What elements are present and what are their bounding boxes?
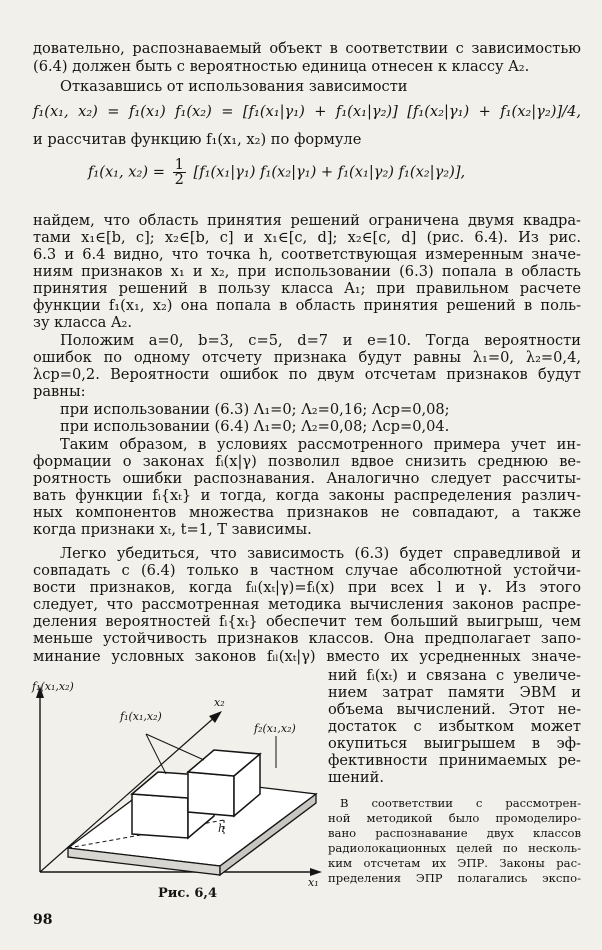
equation-line: при использовании (6.4) Λ₁=0; Λ₂=0,08; Λср=0,04. bbox=[60, 418, 450, 435]
text-line: окупиться выигрышем в эф- bbox=[328, 735, 581, 752]
leader-f1-b bbox=[146, 734, 204, 760]
f1-label: f₁(x₁,x₂) bbox=[120, 710, 162, 723]
formula-1: f₁(x₁, x₂) = f₁(x₁) f₁(x₂) = [f₁(x₁|γ₁) + f₁(x₁|γ₂)] [f₁(x₂|γ₁) + f₁(x₂|γ₂)]/4, bbox=[33, 103, 581, 120]
text-line: нием затрат памяти ЭВМ и bbox=[328, 684, 581, 701]
small-text-line: пределения ЭПР полагались экспо- bbox=[328, 871, 581, 885]
small-text-line: радиолокационных целей по несколь- bbox=[328, 841, 581, 855]
text-line: ных компонентов множества признаков не совпадают, а также bbox=[33, 504, 581, 521]
small-text-line: ной методикой было промоделиро- bbox=[328, 811, 581, 825]
text-line: равны: bbox=[33, 383, 86, 400]
box-right-front bbox=[188, 772, 234, 816]
text-line: ний fᵢ(xₜ) и связана с увеличе- bbox=[328, 667, 581, 684]
text-line: ошибок по одному отсчету признака будут равны λ₁=0, λ₂=0,4, bbox=[33, 349, 581, 366]
formula-2-lhs: f₁(x₁, x₂) = bbox=[88, 163, 165, 181]
text-line: шений. bbox=[328, 769, 385, 786]
box-left-front bbox=[132, 794, 188, 838]
text-line: достаток с избытком может bbox=[328, 718, 581, 735]
text-line: Легко убедиться, что зависимость (6.3) будет справедливой и bbox=[60, 545, 581, 562]
text-line: Положим a=0, b=3, c=5, d=7 и e=10. Тогда вероятности bbox=[60, 332, 581, 349]
figure-6-4 bbox=[28, 676, 328, 886]
text-line: совпадать с (6.4) только в частном случае абсолютной устойчи- bbox=[33, 562, 581, 579]
x-axis-arrow bbox=[310, 868, 322, 876]
fraction-numerator: 1 bbox=[174, 156, 184, 173]
f2-label: f₂(x₁,x₂) bbox=[254, 722, 296, 735]
text-line: принятия решений в пользу класса A₁; при правильном расчете bbox=[33, 280, 581, 297]
text-line: Таким образом, в условиях рассмотренного примера учет ин- bbox=[60, 436, 581, 453]
text-line: и рассчитав функцию f₁(x₁, x₂) по формуле bbox=[33, 131, 362, 148]
text-line: ниям признаков x₁ и x₂, при использовании (6.3) попала в область bbox=[33, 263, 581, 280]
fraction-denominator: 2 bbox=[174, 171, 184, 188]
text-line: роятность ошибки распознавания. Аналогично следует рассчиты- bbox=[33, 470, 581, 487]
text-line: 6.3 и 6.4 видно, что точка h, соответствующая измеренным значе- bbox=[33, 246, 581, 263]
equation-line: при использовании (6.3) Λ₁=0; Λ₂=0,16; Λср=0,08; bbox=[60, 401, 450, 418]
y-axis-label: f₁(x₁,x₂) bbox=[32, 680, 74, 693]
text-line: вать функции fᵢ{xₜ} и тогда, когда законы распределения различ- bbox=[33, 487, 581, 504]
figure-caption: Рис. 6,4 bbox=[158, 886, 218, 901]
h-label: h bbox=[218, 822, 226, 835]
leader-f1-a bbox=[146, 734, 166, 774]
text-line: формации о законах fᵢ(x|γ) позволил вдвое снизить среднюю ве- bbox=[33, 453, 581, 470]
text-line: функции f₁(x₁, x₂) она попала в область принятия решений в поль- bbox=[33, 297, 581, 314]
paragraph-start: Отказавшись от использования зависимости bbox=[60, 78, 408, 95]
x1-label: x₁ bbox=[308, 876, 319, 886]
text-line: λср=0,2. Вероятности ошибок по двум отсчетам признаков будут bbox=[33, 366, 581, 383]
text-line: минание условных законов fᵢₗ(xₜ|γ) вместо их усредненных значе- bbox=[33, 648, 581, 665]
text-line: следует, что рассмотренная методика вычисления законов распре- bbox=[33, 596, 581, 613]
text-line: когда признаки xₜ, t=1, T зависимы. bbox=[33, 521, 312, 538]
text-line: тами x₁∈[b, c]; x₂∈[b, c] и x₁∈[c, d]; x₂∈[c, d] (рис. 6.4). Из рис. bbox=[33, 229, 581, 246]
text-line: зу класса A₂. bbox=[33, 314, 132, 331]
formula-2-rhs: [f₁(x₁|γ₁) f₁(x₂|γ₁) + f₁(x₁|γ₂) f₁(x₂|γ₂)], bbox=[193, 163, 466, 181]
x2-label: x₂ bbox=[214, 696, 225, 709]
text-line: объема вычислений. Этот не- bbox=[328, 701, 581, 718]
text-line: меньше устойчивость признаков классов. Она предполагает запо- bbox=[33, 630, 581, 647]
small-text-line: вано распознавание двух классов bbox=[328, 826, 581, 840]
page-number: 98 bbox=[33, 912, 53, 928]
text-line: деления вероятностей fᵢ{xₜ} обеспечит тем больший выигрыш, чем bbox=[33, 613, 581, 630]
small-text-line: В соответствии с рассмотрен- bbox=[340, 796, 581, 810]
text-line: найдем, что область принятия решений ограничена двумя квадра- bbox=[33, 212, 581, 229]
fraction bbox=[173, 158, 186, 187]
text-line: фективности принимаемых ре- bbox=[328, 752, 581, 769]
small-text-line: ким отсчетам их ЭПР. Законы рас- bbox=[328, 856, 581, 870]
text-line: вости признаков, когда fᵢₗ(xₜ|γ)=fᵢ(x) при всех l и γ. Из этого bbox=[33, 579, 581, 596]
text-line: (6.4) должен быть с вероятностью единица отнесен к классу A₂. bbox=[33, 58, 530, 75]
formula-2 bbox=[88, 158, 465, 187]
text-line: довательно, распознаваемый объект в соответствии с зависимостью bbox=[33, 40, 581, 57]
